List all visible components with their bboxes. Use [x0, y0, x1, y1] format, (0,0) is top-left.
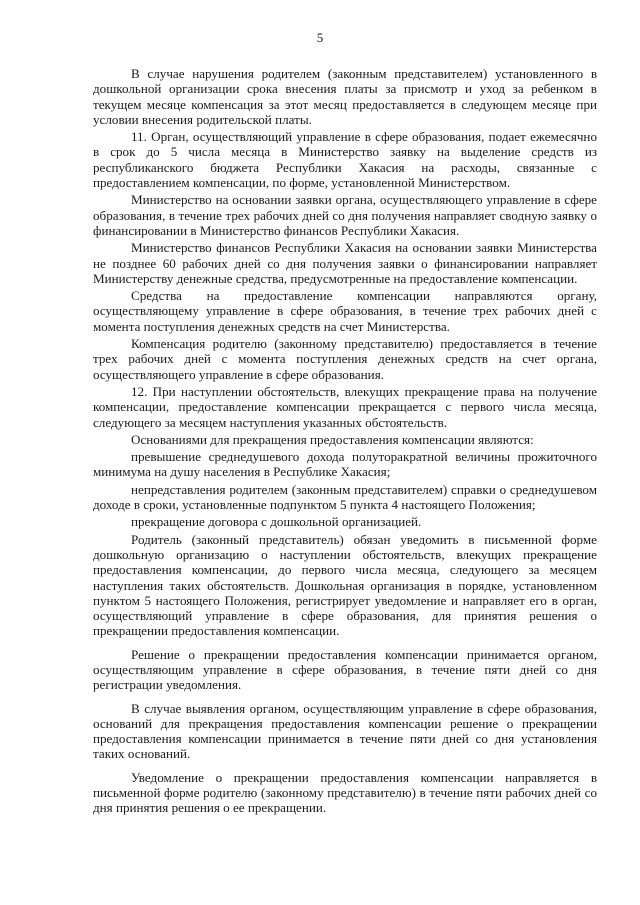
paragraph-funds-transfer: Средства на предоставление компенсации направляются органу, осуществляющему управление в сфере образования, в течение трех рабочих дней с момента поступления денежных средств на счет Министерства. [93, 288, 597, 334]
paragraph-finance-ministry: Министерство финансов Республики Хакасия на основании заявки Министерства не позднее 60 рабочих дней со дня получения заявки о финансировании направляет Министерству денежные средства, предусмотренные на предоставление компенсации. [93, 240, 597, 286]
list-item-income-excess: превышение среднедушевого дохода полуторакратной величины прожиточного минимума на душу населения в Республике Хакасия; [93, 449, 597, 480]
paragraph-parent-notification: Родитель (законный представитель) обязан уведомить в письменной форме дошкольную организацию о наступлении обстоятельств, влекущих прекращение предоставления компенсации, до первого числа месяца, следующего за месяцем наступления таких обстоятельств. Дошкольная организация в порядке, установленном пунктом 5 настоящего Положения, регистрирует уведомление и направляет его в орган, осуществляющий управление в сфере образования, для принятия решения о прекращении предоставления компенсации. [93, 531, 597, 639]
list-item-no-certificate: непредставления родителем (законным представителем) справки о среднедушевом доходе в сроки, установленные подпунктом 5 пункта 4 настоящего Положения; [93, 481, 597, 513]
paragraph-summary-application: Министерство на основании заявки органа, осуществляющего управление в сфере образования, в течение трех рабочих дней со дня получения направляет сводную заявку о финансировании в Министерство финансов Республики Хакасия. [93, 192, 597, 238]
paragraph-termination-notice: Уведомление о прекращении предоставления компенсации направляется в письменной форме родителю (законному представителю) в течение пяти рабочих дней со дня принятия решения о ее прекращении. [93, 769, 597, 816]
paragraph-late-payment: В случае нарушения родителем (законным представителем) установленного в дошкольной организации срока внесения платы за присмотр и уход за ребенком в текущем месяце компенсация за этот месяц предоставляется в следующем месяце при условии внесения родительской платы. [93, 66, 597, 127]
paragraph-termination-grounds: Основаниями для прекращения предоставления компенсации являются: [131, 431, 534, 447]
page-number: 5 [316, 30, 324, 45]
paragraph-termination-decision: Решение о прекращении предоставления компенсации принимается органом, осуществляющим управление в сфере образования, в течение пяти дней со дня регистрации уведомления. [93, 646, 597, 693]
paragraph-12-termination: 12. При наступлении обстоятельств, влекущих прекращение права на получение компенсации, предоставление компенсации прекращается с первого числа месяца, следующего за месяцем наступления указанных обстоятельств. [93, 383, 597, 430]
paragraph-compensation-payment: Компенсация родителю (законному представителю) предоставляется в течение трех рабочих дней с момента поступления денежных средств на счет органа, осуществляющего управление в сфере образования. [93, 336, 597, 382]
document-body [93, 66, 597, 818]
list-item-contract-termination: прекращение договора с дошкольной организацией. [131, 514, 422, 530]
paragraph-11-application: 11. Орган, осуществляющий управление в сфере образования, подает ежемесячно в срок до 5 числа месяца в Министерство заявку на выделение средств из республиканского бюджета Республики Хакасия на расходы, связанные с предоставлением компенсации, по форме, установленной Министерством. [93, 129, 597, 191]
paragraph-grounds-detection: В случае выявления органом, осуществляющим управление в сфере образования, оснований для прекращения предоставления компенсации решение о прекращении предоставления компенсации принимается в течение пяти дней со дня установления таких оснований. [93, 700, 597, 762]
